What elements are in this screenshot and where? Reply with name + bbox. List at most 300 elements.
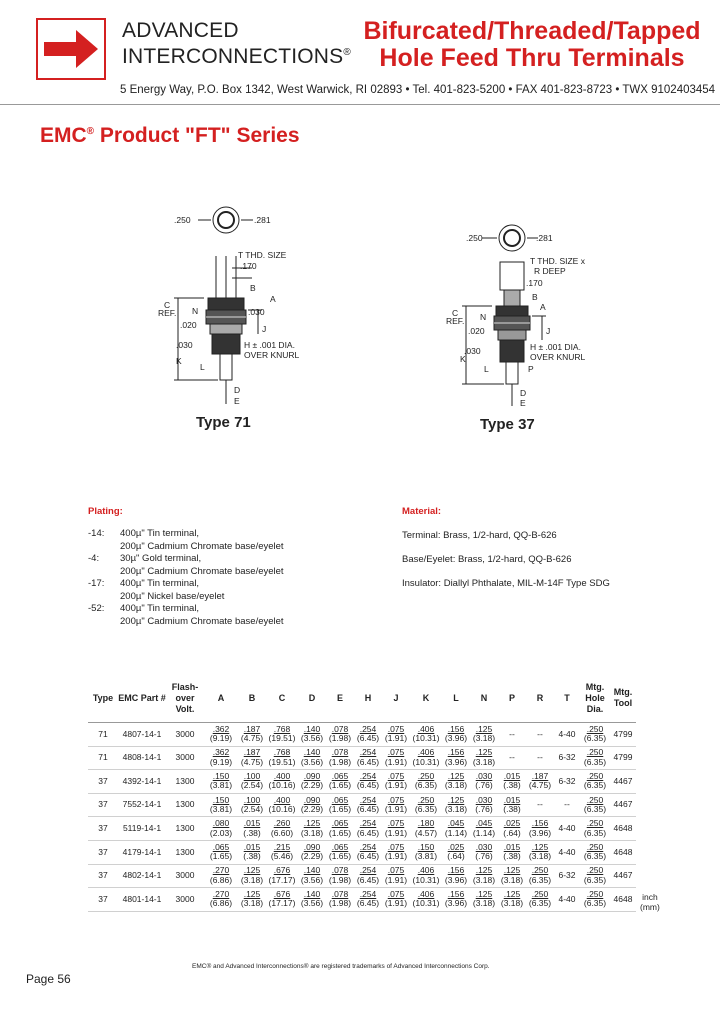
t37-d030: .030 [464, 346, 481, 356]
cell-mm: (6.35) [583, 733, 607, 744]
table-cell: 37 [88, 793, 118, 817]
cell-inch: .254 [359, 723, 377, 734]
table-cell [442, 888, 470, 912]
t37-n: N [480, 312, 487, 322]
table-cell [204, 746, 238, 770]
t71-d281: .281 [254, 215, 271, 225]
cell-mm: (6.35) [414, 780, 438, 791]
table-cell: 4-40 [554, 888, 580, 912]
table-cell [354, 746, 382, 770]
table-header-cell: K [410, 674, 442, 723]
cell-mm: (6.45) [356, 851, 380, 862]
table-header-cell: E [326, 674, 354, 723]
table-cell [526, 888, 554, 912]
cell-mm: (4.75) [240, 733, 264, 744]
cell-inch: .676 [273, 888, 291, 899]
cell-mm: (6.35) [583, 804, 607, 815]
cell-inch: .406 [417, 747, 435, 758]
table-cell [526, 840, 554, 864]
table-cell [580, 770, 610, 794]
cell-inch: .090 [303, 794, 321, 805]
t37-d020: .020 [468, 326, 485, 336]
table-cell [470, 723, 498, 747]
table-cell: 6-32 [554, 746, 580, 770]
t37-ref: REF. [446, 316, 465, 326]
t71-h: H ± .001 DIA. [244, 340, 295, 350]
table-cell [410, 746, 442, 770]
cell-mm: (2.29) [300, 780, 324, 791]
cell-inch: .400 [273, 770, 291, 781]
cell-mm: (17.17) [268, 874, 296, 885]
t37-p: P [528, 364, 534, 374]
table-cell [298, 864, 326, 888]
cell-mm: (.76) [475, 851, 493, 862]
plating-line2: 200µ" Cadmium Chromate base/eyelet [120, 615, 284, 627]
cell-inch: .150 [212, 794, 230, 805]
cell-inch: .140 [303, 888, 321, 899]
t37-l: L [484, 364, 489, 374]
table-row [88, 770, 636, 794]
table-header-cell: D [298, 674, 326, 723]
table-header-cell: B [238, 674, 266, 723]
table-cell [470, 864, 498, 888]
t37-k: K [460, 354, 466, 364]
table-cell: 4467 [610, 793, 636, 817]
cell-mm: (3.81) [209, 780, 233, 791]
table-header-cell: C [266, 674, 298, 723]
cell-inch: .362 [212, 747, 230, 758]
table-cell [266, 793, 298, 817]
table-cell [238, 793, 266, 817]
cell-mm: (1.91) [384, 804, 408, 815]
cell-mm: (1.65) [209, 851, 233, 862]
table-cell [238, 840, 266, 864]
cell-mm: (.76) [475, 804, 493, 815]
t71-e: E [234, 396, 240, 406]
table-cell: 5119-14-1 [118, 817, 166, 841]
cell-mm: (6.35) [583, 756, 607, 767]
cell-mm: (3.18) [240, 898, 264, 909]
cell-inch: .015 [503, 770, 521, 781]
cell-inch: .125 [303, 818, 321, 829]
table-cell: 6-32 [554, 864, 580, 888]
table-cell [354, 888, 382, 912]
table-cell [298, 888, 326, 912]
t71-thd: T THD. SIZE [238, 250, 287, 260]
units-note [640, 892, 660, 912]
cell-inch: .406 [417, 888, 435, 899]
cell-mm: (3.56) [300, 733, 324, 744]
cell-inch: .090 [303, 770, 321, 781]
table-cell [326, 864, 354, 888]
t37-h: H ± .001 DIA. [530, 342, 581, 352]
cell-inch: .078 [331, 723, 349, 734]
cell-inch: .125 [531, 841, 549, 852]
cell-inch: .015 [243, 841, 261, 852]
table-cell [470, 746, 498, 770]
table-cell [580, 840, 610, 864]
table-cell: 3000 [166, 888, 204, 912]
table-cell [382, 723, 410, 747]
table-cell: 4467 [610, 864, 636, 888]
table-cell [326, 770, 354, 794]
cell-mm: (1.98) [328, 874, 352, 885]
spec-table [88, 674, 636, 912]
cell-inch: .025 [447, 841, 465, 852]
cell-mm: (3.81) [209, 804, 233, 815]
cell-mm: (1.98) [328, 898, 352, 909]
table-cell [382, 864, 410, 888]
table-header-cell: Mtg. Tool [610, 674, 636, 723]
table-cell [326, 888, 354, 912]
table-cell [580, 723, 610, 747]
cell-mm: (10.31) [412, 733, 440, 744]
table-cell: 4467 [610, 770, 636, 794]
table-cell: 4799 [610, 723, 636, 747]
cell-inch: .075 [387, 865, 405, 876]
cell-mm: (3.18) [444, 804, 468, 815]
table-cell: 4808-14-1 [118, 746, 166, 770]
cell-mm: (3.81) [414, 851, 438, 862]
cell-mm: (2.29) [300, 804, 324, 815]
table-cell [580, 864, 610, 888]
table-cell: -- [498, 723, 526, 747]
cell-inch: .187 [243, 747, 261, 758]
table-header-cell: Type [88, 674, 118, 723]
t37-a: A [540, 302, 546, 312]
type71-drawing [148, 198, 328, 410]
cell-mm: (3.18) [500, 874, 524, 885]
cell-inch: .768 [273, 723, 291, 734]
table-row [88, 840, 636, 864]
table-cell: 4648 [610, 888, 636, 912]
cell-mm: (.38) [243, 827, 261, 838]
table-cell: 6-32 [554, 770, 580, 794]
table-cell [266, 817, 298, 841]
title-line1: Bifurcated/Threaded/Tapped [363, 17, 701, 45]
t37-c: C [452, 308, 459, 318]
table-cell [298, 793, 326, 817]
table-header-cell: P [498, 674, 526, 723]
cell-inch: .125 [243, 865, 261, 876]
table-cell [410, 817, 442, 841]
table-cell: 4648 [610, 840, 636, 864]
table-cell: 4801-14-1 [118, 888, 166, 912]
table-row [88, 817, 636, 841]
table-cell: 37 [88, 840, 118, 864]
cell-inch: .065 [331, 818, 349, 829]
cell-inch: .250 [586, 770, 604, 781]
table-cell [580, 817, 610, 841]
company-line2: INTERCONNECTIONS [122, 45, 344, 68]
cell-inch: .254 [359, 865, 377, 876]
table-cell [498, 793, 526, 817]
cell-inch: .254 [359, 794, 377, 805]
cell-inch: .270 [212, 865, 230, 876]
t71-c: C [164, 300, 171, 310]
cell-inch: .250 [586, 865, 604, 876]
series-prefix: EMC [40, 124, 87, 147]
table-cell [498, 770, 526, 794]
table-cell: 71 [88, 746, 118, 770]
table-cell [354, 770, 382, 794]
table-cell [470, 840, 498, 864]
cell-inch: .075 [387, 747, 405, 758]
table-cell [204, 817, 238, 841]
cell-mm: (1.91) [384, 851, 408, 862]
plating-code: -17: [88, 578, 105, 589]
table-header-cell: A [204, 674, 238, 723]
cell-inch: .015 [243, 818, 261, 829]
cell-inch: .030 [475, 841, 493, 852]
cell-inch: .125 [475, 888, 493, 899]
table-cell [470, 793, 498, 817]
t71-over: OVER KNURL [244, 350, 300, 360]
cell-inch: .187 [243, 723, 261, 734]
table-cell: 1300 [166, 793, 204, 817]
table-header-cell: H [354, 674, 382, 723]
table-cell: 1300 [166, 817, 204, 841]
cell-inch: .125 [475, 723, 493, 734]
table-cell: 4-40 [554, 840, 580, 864]
table-cell [298, 723, 326, 747]
cell-mm: (6.86) [209, 874, 233, 885]
material-terminal: Terminal: Brass, 1/2-hard, QQ-B-626 [402, 530, 557, 541]
material-heading: Material: [402, 506, 442, 517]
cell-mm: (6.86) [209, 898, 233, 909]
table-cell [442, 864, 470, 888]
table-cell [382, 746, 410, 770]
cell-inch: .250 [586, 747, 604, 758]
table-cell [442, 817, 470, 841]
cell-mm: (2.29) [300, 851, 324, 862]
cell-inch: .075 [387, 888, 405, 899]
table-cell [410, 793, 442, 817]
t71-ref: REF. [158, 308, 177, 318]
table-cell [470, 888, 498, 912]
plating-line1: 30µ" Gold terminal, [120, 553, 202, 564]
table-cell [354, 817, 382, 841]
table-cell: 1300 [166, 770, 204, 794]
company-logo [36, 18, 106, 80]
table-cell [382, 888, 410, 912]
cell-inch: .187 [531, 770, 549, 781]
table-cell [354, 723, 382, 747]
plating-line1: 400µ" Tin terminal, [120, 603, 200, 614]
t37-d250: .250 [466, 233, 483, 243]
table-cell [238, 817, 266, 841]
t37-over: OVER KNURL [530, 352, 586, 362]
plating-line1: 400µ" Tin terminal, [120, 578, 200, 589]
series-mark: ® [86, 126, 95, 137]
t37-d281: .281 [536, 233, 553, 243]
table-cell [298, 817, 326, 841]
type37-caption: Type 37 [480, 416, 535, 433]
cell-mm: (6.35) [583, 827, 607, 838]
cell-mm: (6.60) [270, 827, 294, 838]
table-cell [298, 746, 326, 770]
cell-mm: (9.19) [209, 733, 233, 744]
cell-mm: (10.31) [412, 874, 440, 885]
table-cell: -- [526, 723, 554, 747]
table-cell: 37 [88, 817, 118, 841]
cell-mm: (.76) [475, 780, 493, 791]
table-cell [326, 840, 354, 864]
units-inch: inch [642, 892, 658, 902]
cell-inch: .254 [359, 818, 377, 829]
t37-d: D [520, 388, 527, 398]
cell-inch: .065 [331, 841, 349, 852]
cell-mm: (3.18) [240, 874, 264, 885]
cell-inch: .125 [447, 794, 465, 805]
plating-line2: 200µ" Cadmium Chromate base/eyelet [120, 540, 284, 552]
cell-mm: (4.75) [528, 780, 552, 791]
table-cell: 4179-14-1 [118, 840, 166, 864]
cell-inch: .768 [273, 747, 291, 758]
cell-inch: .254 [359, 770, 377, 781]
cell-mm: (3.96) [444, 756, 468, 767]
material-section [402, 506, 610, 602]
table-cell [580, 746, 610, 770]
cell-inch: .065 [212, 841, 230, 852]
table-cell [266, 864, 298, 888]
table-cell [354, 793, 382, 817]
cell-inch: .250 [586, 841, 604, 852]
table-cell: 4799 [610, 746, 636, 770]
table-cell [266, 723, 298, 747]
cell-inch: .250 [586, 818, 604, 829]
cell-mm: (3.56) [300, 756, 324, 767]
table-cell [580, 888, 610, 912]
cell-mm: (6.35) [583, 898, 607, 909]
cell-mm: (6.45) [356, 756, 380, 767]
cell-mm: (3.96) [444, 898, 468, 909]
table-cell [410, 888, 442, 912]
table-cell: 4-40 [554, 723, 580, 747]
plating-code: -52: [88, 603, 105, 614]
cell-inch: .075 [387, 794, 405, 805]
plating-line2: 200µ" Nickel base/eyelet [120, 590, 225, 602]
table-cell [204, 840, 238, 864]
table-cell [382, 770, 410, 794]
table-cell [326, 723, 354, 747]
cell-mm: (1.91) [384, 827, 408, 838]
cell-mm: (3.18) [472, 874, 496, 885]
cell-inch: .015 [503, 794, 521, 805]
cell-inch: .406 [417, 865, 435, 876]
registered-mark: ® [343, 47, 351, 58]
cell-mm: (.38) [243, 851, 261, 862]
cell-mm: (10.16) [268, 780, 296, 791]
cell-mm: (1.65) [328, 827, 352, 838]
cell-mm: (10.31) [412, 756, 440, 767]
cell-inch: .100 [243, 770, 261, 781]
table-cell [238, 746, 266, 770]
table-header-cell: EMC Part # [118, 674, 166, 723]
table-cell [498, 888, 526, 912]
table-header-cell: R [526, 674, 554, 723]
table-cell [204, 723, 238, 747]
t37-j: J [546, 326, 551, 336]
table-row [88, 864, 636, 888]
plating-heading: Plating: [88, 506, 123, 517]
cell-inch: .125 [503, 888, 521, 899]
table-cell: 37 [88, 770, 118, 794]
t71-j: J [262, 324, 267, 334]
material-base: Base/Eyelet: Brass, 1/2-hard, QQ-B-626 [402, 554, 572, 565]
cell-mm: (1.65) [328, 780, 352, 791]
cell-mm: (3.96) [528, 827, 552, 838]
cell-mm: (1.98) [328, 733, 352, 744]
cell-mm: (1.91) [384, 898, 408, 909]
table-cell [410, 723, 442, 747]
table-cell: 71 [88, 723, 118, 747]
cell-mm: (.38) [503, 780, 521, 791]
header-divider [0, 104, 720, 105]
cell-mm: (5.46) [270, 851, 294, 862]
table-cell [326, 817, 354, 841]
cell-inch: .156 [447, 723, 465, 734]
cell-inch: .260 [273, 818, 291, 829]
cell-inch: .250 [586, 794, 604, 805]
cell-mm: (19.51) [268, 733, 296, 744]
table-cell: 3000 [166, 723, 204, 747]
table-cell [470, 770, 498, 794]
cell-inch: .215 [273, 841, 291, 852]
cell-inch: .125 [243, 888, 261, 899]
page-number: Page 56 [26, 972, 71, 986]
table-cell: -- [498, 746, 526, 770]
t71-k: K [176, 356, 182, 366]
table-cell [442, 793, 470, 817]
table-cell [526, 817, 554, 841]
cell-mm: (1.14) [472, 827, 496, 838]
cell-mm: (.64) [503, 827, 521, 838]
table-cell [354, 840, 382, 864]
cell-mm: (1.91) [384, 874, 408, 885]
cell-mm: (17.17) [268, 898, 296, 909]
table-body [88, 723, 636, 912]
cell-inch: .156 [447, 888, 465, 899]
cell-inch: .254 [359, 747, 377, 758]
table-cell [498, 840, 526, 864]
cell-mm: (3.18) [472, 733, 496, 744]
table-cell [204, 888, 238, 912]
cell-mm: (2.03) [209, 827, 233, 838]
table-cell [238, 864, 266, 888]
cell-inch: .125 [475, 747, 493, 758]
table-row [88, 746, 636, 770]
cell-inch: .078 [331, 747, 349, 758]
cell-mm: (.38) [503, 851, 521, 862]
table-cell [266, 770, 298, 794]
cell-mm: (6.35) [583, 851, 607, 862]
table-cell [442, 746, 470, 770]
cell-mm: (6.35) [583, 780, 607, 791]
cell-inch: .090 [303, 841, 321, 852]
cell-inch: .078 [331, 888, 349, 899]
t37-thd: T THD. SIZE x [530, 256, 585, 266]
table-cell: -- [526, 746, 554, 770]
cell-mm: (6.45) [356, 874, 380, 885]
arrow-logo-icon [38, 20, 104, 78]
table-cell [204, 793, 238, 817]
cell-inch: .065 [331, 770, 349, 781]
table-cell [382, 840, 410, 864]
cell-mm: (3.18) [472, 756, 496, 767]
cell-inch: .406 [417, 723, 435, 734]
plating-code: -4: [88, 553, 100, 564]
